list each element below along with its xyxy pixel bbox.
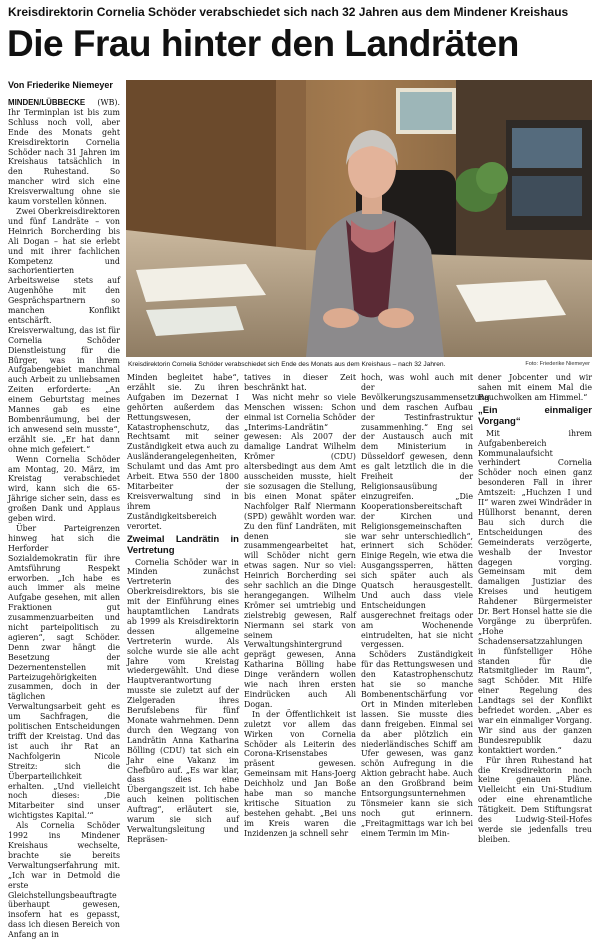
article-kicker: Kreisdirektorin Cornelia Schöder verabschiedet sich nach 32 Jahren aus dem Mindener Kreishaus bbox=[8, 5, 569, 19]
dateline: MINDEN/LÜBBECKE bbox=[8, 98, 86, 107]
paragraph: In der Öffentlichkeit ist zuletzt vor allem das Wirken von Cornelia Schöder als Leiterin des Corona-Krisenstabes präsent gewesen. Gemeinsam mit Hans-Joerg Deichholz und Jan Boße habe man so manche kritische Situation zu bestehen gehabt. „Bei uns im Kreis waren die Inzidenzen ja schnell sehr bbox=[244, 709, 356, 838]
article-column-1 bbox=[8, 98, 120, 940]
article-byline: Von Friederike Niemeyer bbox=[8, 80, 113, 90]
paragraph: Über Parteigrenzen hinweg hat sich die Herforder Sozialdemokratin für ihre Amtsführung Respekt erworben. „Ich habe es auch immer als meine Aufgabe gesehen, mit allen Fraktionen gut zusammenzuarbeiten und nicht parteipolitisch zu agieren“, sagt Schöder. Denn zwar hängt die Besetzung der Dezernentenstellen mit Parteizugehörigkeiten zusammen, doch in der täglichen Verwaltungsarbeit geht es um Sachfragen, die politischen Entscheidungen trifft der Kreistag. Und das ist auch ihr Rat an Nachfolgerin Nicole Streitz: sich die Überparteilichkeit erhalten. „Und vielleicht noch dieses: ‚Die Mitarbeiter sind unser wichtigstes Kapital.‘“ bbox=[8, 523, 120, 821]
paragraph: Minden begleitet habe“, erzählt sie. Zu ihren Aufgaben im Dezernat I gehörten außerdem das Rettungswesen, der Katastrophenschutz, das Rechtsamt mit seiner Zuständigkeit etwa auch zu Ausländerangelegenheiten, Schulamt und das Amt pro Arbeit. Etwa 550 der 1800 Mitarbeiter der Kreisverwaltung sind in ihrem Zuständigkeitsbereich verortet. bbox=[127, 373, 239, 531]
paragraph: Was nicht mehr so viele Menschen wissen: Schon einmal ist Cornelia Schöder „Interims-Landrätin“ gewesen: Als 2007 der damalige Landrat Wilhelm Krömer (CDU) altersbedingt aus dem Amt ausscheiden musste, hielt sie sozusagen die Stellung, bis einen Monat später Nachfolger Ralf Niermann (SPD) gewählt worden war. Zu den fünf Landräten, mit denen sie zusammengearbeitet hat, will Schöder nicht gern etwas sagen. Nur so viel: Heinrich Borcherding sei sehr sachlich an die Dinge herangegangen. Wilhelm Krömer sei umtriebig und zielstrebig gewesen, Ralf Niermann sei stark von seinem Verwaltungshintergrund geprägt gewesen, Anna Katharina Bölling habe Dinge verändern wollen wie nach ihren ersten Eindrücken auch Ali Dogan. bbox=[244, 392, 356, 709]
paragraph: Cornelia Schöder war in Minden zunächst Vertreterin des Oberkreisdirektors, bis sie mit der Einführung eines hauptamtlichen Landrats ab 1999 als Kreisdirektorin dessen allgemeine Vertreterin wurde. Als solche wurde sie alle acht Jahre vom Kreistag wiedergewählt. Und diese Hauptverantwortung musste sie zuletzt auf der Zielgeraden ihres Berufslebens für fünf Monate wahrnehmen. Denn durch den Wegzang von Landrätin Anna Katharina Bölling (CDU) tat sich ein Jahr eine Vakanz im Chefbüro auf. „Es war klar, dass dies eine Übergangszeit ist. Ich habe auch keinen politischen Auftrag“, erläutert sie, warum sie sich auf Verwaltungsleitung und Repräsen- bbox=[127, 557, 239, 844]
paragraph: Zwei Oberkreisdirektoren und fünf Landräte – von Heinrich Borcherding bis Ali Dogan – hat sie erlebt und mit ihrer fachlichen Kompetenz und sachorientierten Arbeitsweise stets auf Augenhöhe mit den Gesprächspartnern so manchen Konflikt entschärft. Kreisverwaltung, das ist für Cornelia Schöder Dienstleistung für die Bürger, was in ihrem Aufgabengebiet manchmal auch Arbeit zu unliebsamen Zeiten erforderte: „An einem Geburtstag meines Mannes gab es eine Bombenräumung, bei der ich anwesend sein musste“, erzählt sie. „Er hat dann ohne mich gefeiert.“ bbox=[8, 206, 120, 454]
article-headline: Die Frau hinter den Landräten bbox=[7, 23, 519, 64]
subheading: Zweimal Landrätin in Vertretung bbox=[127, 533, 239, 556]
article-column-5 bbox=[478, 373, 592, 845]
paragraph: Wenn Cornelia Schöder am Montag, 20. März, im Kreistag verabschiedet wird, kann sich die 65-Jährige sicher sein, dass es großen Dank und Applaus geben wird. bbox=[8, 454, 120, 524]
paragraph: Als Cornelia Schöder 1992 ins Mindener Kreishaus wechselte, brachte sie bereits Verwaltungserfahrung mit. „Ich war in Detmold die erste Gleichstellungsbeauftragte überhaupt gewesen, insofern hat es gepasst, dass ich diesen Bereich von Anfang an in bbox=[8, 821, 120, 940]
paragraph: Mit ihrem Aufgabenbereich Kommunalaufsicht verhindert Cornelia Schöder noch einen ganz besonderen Fall in ihrer Amtszeit: „Huchzen I und II“ waren zwei Windräder in Hüllhorst benannt, deren Bau sich durch die Entscheidungen des Gemeinderats verzögerte, weshalb der Investor dagegen vorging. Gemeinsam mit dem damaligen Justiziar des Kreises und heutigem Rahdener Bürgermeister Dr. Bert Honsel hatte sie die Vorgänge zu überprüfen. „Hohe Schadensersatzzahlungen in fünfstelliger Höhe standen für die Ratsmitglieder im Raum“, sagt Schöder. Mit Hilfe einer Regelung des Landtags sei der Konflikt befriedet worden. „Aber es war ein einmaliger Vorgang. Wir sind aus der ganzen Bundesrepublik dazu kontaktiert worden.“ bbox=[478, 428, 592, 755]
paragraph: hoch, was wohl auch mit der Bevölkerungszusammensetzung und dem raschen Aufbau der Testinfrastruktur zusammenhing.“ Eng sei der Austausch auch mit dem Ministerium in Düsseldorf gewesen, denn es galt letztlich die in die Freiheit der Religionsausübung einzugreifen. „Die Kooperationsbereitschaft der Kirchen und Religionsgemeinschaften war sehr unterschiedlich“, erinnert sich Schöder. Einige Regeln, wie etwa die Ausgangssperren, hätten sich später auch als Quatsch herausgestellt. Und auch dass viele Entscheidungen ausgerechnet freitags oder am Wochenende eintrudelten, hat sie nicht vergessen. bbox=[361, 373, 490, 650]
article-photo bbox=[126, 80, 592, 357]
paragraph: dener Jobcenter und wir sahen mit einem Mal die Rauchwolken am Himmel.“ bbox=[478, 373, 592, 402]
photo-caption-bar bbox=[128, 360, 592, 369]
dateline-source: (WB). bbox=[97, 98, 120, 107]
photo-credit: Foto: Friederike Niemeyer bbox=[525, 361, 590, 367]
paragraph bbox=[8, 98, 120, 207]
paragraph: Schöders Zuständigkeit für das Rettungswesen und den Katastrophenschutz hat sie so manche Bombenentschärfung vor Ort in Minden miterleben lassen. Sie musste dies dann freigeben. Einmal sei da aber plötzlich ein niederländisches Schiff am Ufer gewesen, was ganz schön Aufregung in die Aktion gebracht habe. Auch an den Großbrand beim Entsorgungsunternehmen Tönsmeier kann sie sich noch gut erinnern. „Freitagmittags war ich bei einem Termin im Min- bbox=[361, 650, 473, 838]
subheading: „Ein einmaliger Vorgang“ bbox=[478, 404, 592, 427]
photo-caption: Kreisdirektorin Cornelia Schöder verabschiedet sich Ende des Monats aus dem Kreishaus – nach 32 Jahren. bbox=[128, 361, 446, 368]
article-column-2 bbox=[127, 373, 239, 845]
photo-portrait-image bbox=[126, 80, 592, 357]
paragraph: tatives in dieser Zeit beschränkt hat. bbox=[244, 373, 356, 392]
article-column-3 bbox=[244, 373, 356, 839]
article-column-4 bbox=[361, 373, 490, 839]
lead-text: Ihr Terminplan ist bis zum Schluss noch voll, aber Ende des Monats geht Kreisdirektorin Cornelia Schöder nach 31 Jahren im Kreishaus tatsächlich in den Ruhestand. So mancher wird sich eine Kreisverwaltung ohne sie kaum vorstellen können. bbox=[8, 107, 120, 207]
paragraph: Für ihren Ruhestand hat die Kreisdirektorin noch keine genauen Pläne. Vielleicht ein Uni-Studium oder eine ehrenamtliche Tätigkeit. Dem Stiftungsrat des Ludwig-Steil-Hofes werde sie jedenfalls treu bleiben. bbox=[478, 755, 592, 844]
